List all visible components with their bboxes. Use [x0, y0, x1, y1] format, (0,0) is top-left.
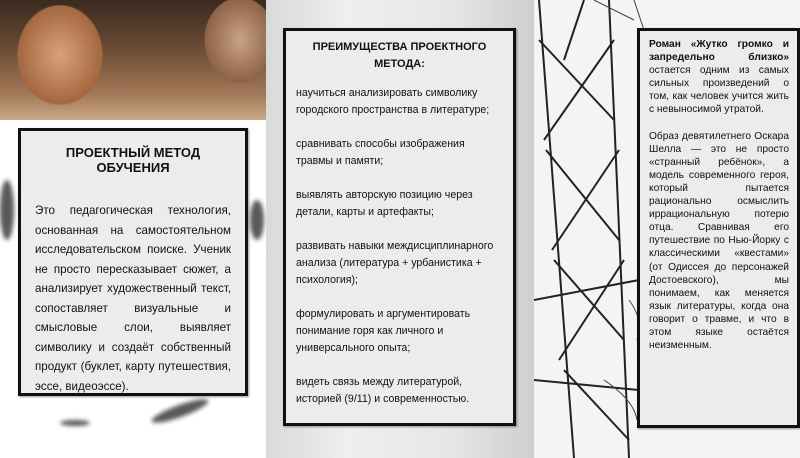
- advantages-box: [283, 28, 516, 426]
- novel-intro-text: остается одним из самых сильных произведений о том, как человек учится жить с невыносимой утратой.: [649, 65, 789, 116]
- advantage-item: развивать навыки междисциплинарного анализа (литература + урбанистика + психология);: [296, 240, 494, 286]
- right-panel: [534, 0, 800, 458]
- novel-analysis-text: Образ девятилетнего Оскара Шелла — это не просто «странный ребёнок», а модель современного героя, который пытается рационально осмыслить иррациональную потерю отца. Сравнивая его путешествие по Нью-Йорку с классическими «квестами» (от Одиссея до персонажей Достоевского), мы понимаем, как меняется язык литературы, когда она говорит о травме, и что в этом языке остаётся неизменным.: [649, 130, 789, 352]
- project-method-text: Это педагогическая технология, основанная на самостоятельном исследовательском поиске. Ученик не просто пересказывает сюжет, а анализирует художественный текст, сопоставляет визуальные и смысловые слои, выявляет символику и создаёт собственный продукт (буклет, карту путешествия, эссе, видеоэссе).: [35, 204, 231, 393]
- project-method-box: [18, 128, 248, 396]
- novel-description-box: [637, 28, 800, 428]
- advantages-title: ПРЕИМУЩЕСТВА ПРОЕКТНОГО МЕТОДА:: [312, 41, 487, 70]
- ink-splash: [60, 420, 90, 426]
- project-method-title: ПРОЕКТНЫЙ МЕТОД ОБУЧЕНИЯ: [65, 145, 201, 175]
- advantage-item: видеть связь между литературой, историей (9/11) и современностью.: [296, 376, 470, 405]
- ink-splash: [250, 200, 264, 240]
- advantage-item: формулировать и аргументировать понимание горя как личного и универсального опыта;: [296, 308, 471, 354]
- ink-splash: [150, 395, 210, 427]
- header-photo: [0, 0, 266, 120]
- advantage-item: выявлять авторскую позицию через детали, карты и артефакты;: [296, 189, 473, 218]
- ink-splash: [0, 180, 14, 240]
- advantage-item: сравнивать способы изображения травмы и памяти;: [296, 138, 465, 167]
- novel-intro: [649, 38, 789, 117]
- advantage-item: научиться анализировать символику городского пространства в литературе;: [296, 87, 490, 116]
- left-panel: [0, 0, 266, 458]
- novel-title: Роман «Жутко громко и запредельно близко»: [649, 39, 789, 64]
- middle-panel: [266, 0, 534, 458]
